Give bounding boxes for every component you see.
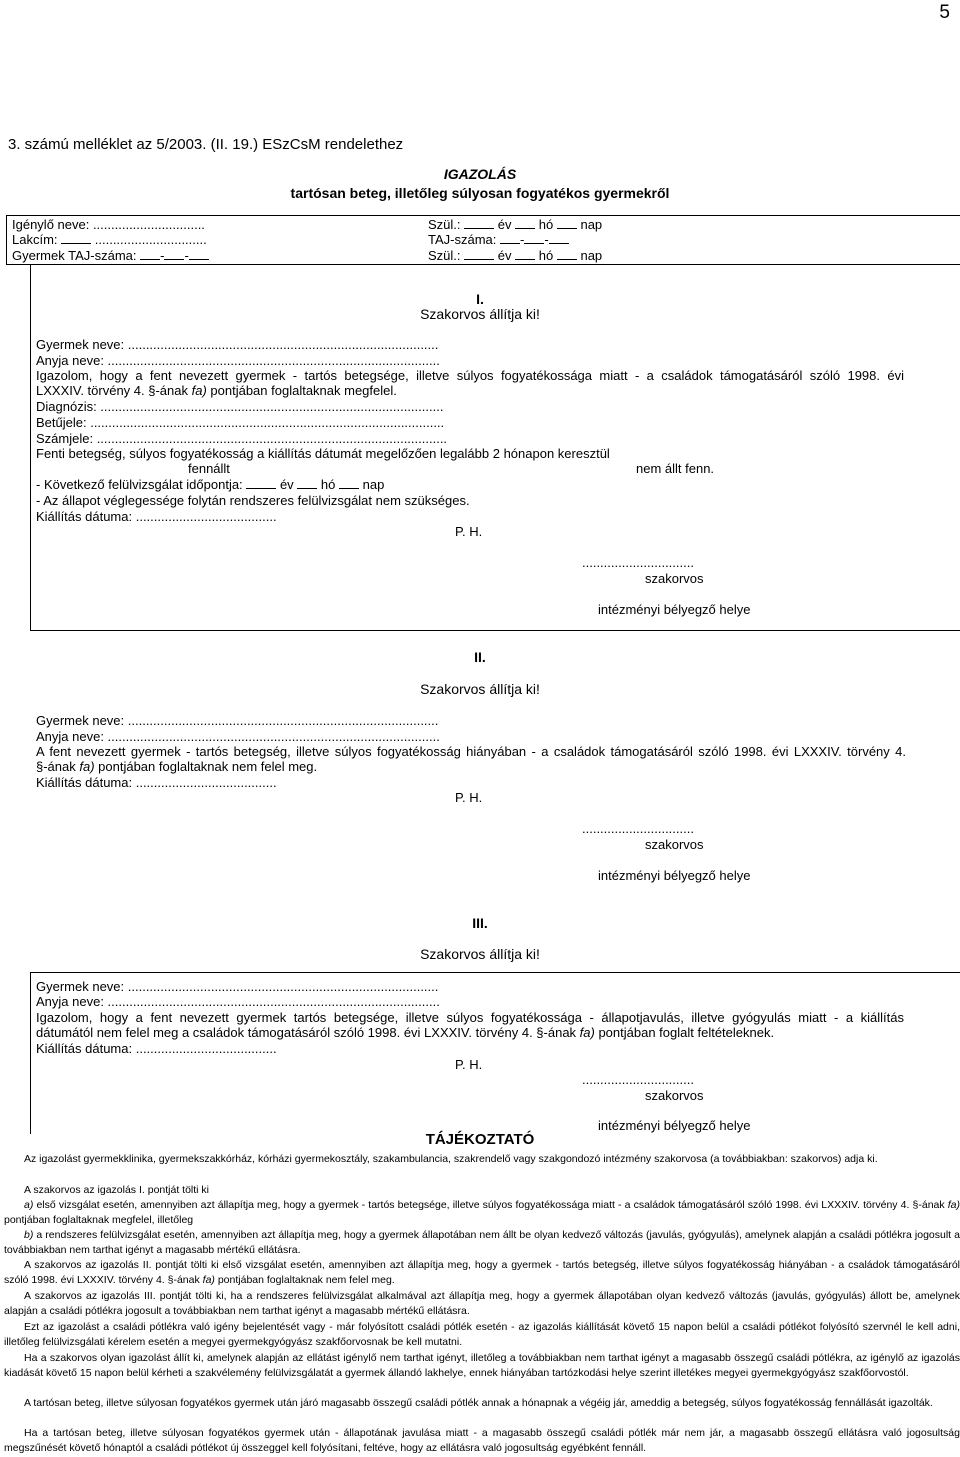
s2-text-line2: §-ának fa) pontjában foglaltaknak nem felel meg. [36, 759, 318, 774]
s3-text-line1: Igazolom, hogy a fent nevezett gyermek tartós betegsége, illetve súlyos fogyatékossága - állapotjavulás, illetve gyógyulás miatt - a kiállítás [36, 1010, 904, 1025]
s1-existed-text: Fenti betegség, súlyos fogyatékosság a kiállítás dátumát megelőzően legalább 2 hónapon keresztül [36, 446, 610, 461]
applicant-birth: Szül.: év hó nap [428, 217, 603, 232]
s1-permanent: - Az állapot véglegessége folytán rendszeres felülvizsgálat nem szükséges. [36, 493, 470, 508]
s1-not-existed-option: nem állt fenn. [636, 461, 715, 476]
s1-existed-option: fennállt [188, 461, 230, 476]
section-3-heading: Szakorvos állítja ki! [420, 946, 540, 962]
s1-certify-line2: LXXXIV. törvény 4. §-ának fa) pontjában foglaltaknak megfelel. [36, 383, 397, 398]
info-paragraph-6: A szakorvos az igazolás III. pontját tölti ki, ha a rendszeres felülvizsgálat alkalmával azt állapítja meg, hogy a gyermek állapotában olyan kedvező változás (javulás, gyógyulás) állott be, amelynek alapján a családi pótlékra jogosult a továbbiakban nem tarthat igényt a magasabb mértékű ellátásra. [4, 1290, 960, 1317]
child-birth: Szül.: év hó nap [428, 248, 603, 263]
s1-certify-line1: Igazolom, hogy a fent nevezett gyermek - tartós betegsége, illetve súlyos fogyatékossága miatt - a családok támogatásáról szóló 1998. évi [36, 368, 904, 383]
applicant-name: Igénylő neve: ............................... [12, 217, 205, 232]
applicant-address [12, 232, 207, 247]
section-2-number: II. [474, 649, 486, 665]
s1-letter-code: Betűjele: .................................................................................................. [36, 415, 445, 430]
info-paragraph-7: Ezt az igazolást a családi pótlékra való igény bejelentését vagy - már folyósított családi pótlék esetén - az igazolás kiállítását követő 15 napon belül a családi pótlékot folyósító szervnél le kell adni, illetőleg felülvizsgálati kérelem esetén a megyei gyermekgyógyász szakfőorvosnak be kell mutatni. [4, 1321, 960, 1348]
info-paragraph-4: b) a rendszeres felülvizsgálat esetén, amennyiben azt állapítja meg, hogy a gyermek állapotában nem állt be olyan kedvező változás (javulás, gyógyulás), amelynek alapján a családi pótlékra jogosult a továbbiakban nem tarthat igényt a magasabb mértékű ellátásra. [4, 1229, 960, 1256]
section-1-number: I. [476, 291, 484, 307]
s1-next-review: - Következő felülvizsgálat időpontja: év hó nap [36, 477, 385, 492]
s3-stamp-place: intézményi bélyegző helye [598, 1118, 751, 1133]
info-paragraph-9: A tartósan beteg, illetve súlyosan fogyatékos gyermek után járó magasabb összegű családi pótlék annak a hónapnak a végéig jár, ameddig a betegség, súlyos fogyatékosság fennállását igazolták. [24, 1397, 933, 1409]
s1-mother-name: Anyja neve: ............................................................................................ [36, 353, 440, 368]
s1-number-code: Számjele: ................................................................................................. [36, 431, 448, 446]
s1-issue-date: Kiállítás dátuma: ....................................... [36, 509, 277, 524]
s3-issue-date: Kiállítás dátuma: ....................................... [36, 1041, 277, 1056]
info-paragraph-8: Ha a szakorvos olyan igazolást állít ki, amelynek alapján az ellátást igénylő nem tarthat igényt, illetőleg a továbbiakban nem tarthat igényt a magasabb összegű családi pótlékra, az igénylő az igazolás kiadását követő 15 napon belül kérheti a szakvélemény felülvizsgálatát a gyermek állandó lakhelye, ennek hiányában tartózkodási helye szerint illetékes megyei gyermekgyógyász szakfőorvostól. [4, 1352, 960, 1379]
page-number: 5 [939, 2, 950, 23]
s3-ph: P. H. [455, 1057, 483, 1072]
s1-specialist: szakorvos [645, 571, 704, 586]
address-blank [61, 233, 91, 244]
s3-signature-dots: ............................... [582, 1072, 694, 1087]
s1-ph: P. H. [455, 524, 483, 539]
child-taj-label: Gyermek TAJ-száma: [12, 248, 137, 263]
s3-mother-name: Anyja neve: ............................................................................................ [36, 994, 440, 1009]
s3-specialist: szakorvos [645, 1088, 704, 1103]
address-label: Lakcím: [12, 232, 58, 247]
s2-specialist: szakorvos [645, 837, 704, 852]
info-paragraph-5: A szakorvos az igazolás II. pontját tölti ki első vizsgálat esetén, amennyiben azt állapítja meg, hogy a gyermek - tartós betegség, illetve súlyos fogyatékosság hiányában - a családok támogatásáról szóló 1998. évi LXXXIV. törvény 4. §-ának fa) pontjában foglaltaknak nem felel meg. [4, 1259, 960, 1286]
s2-issue-date: Kiállítás dátuma: ....................................... [36, 775, 277, 790]
s3-child-name: Gyermek neve: ...................................................................................... [36, 979, 439, 994]
info-paragraph-3: a) első vizsgálat esetén, amennyiben azt állapítja meg, hogy a gyermek - tartós betegsége, illetve súlyos fogyatékossága miatt - a családok támogatásáról szóló 1998. évi LXXXIV. törvény 4. §-ának fa) pontjában foglaltaknak megfelel, illetőleg [4, 1199, 960, 1226]
section-2-heading: Szakorvos állítja ki! [420, 681, 540, 697]
annex-title: 3. számú melléklet az 5/2003. (II. 19.) ESzCsM rendelethez [8, 136, 404, 153]
s3-text-line2: dátumától nem felel meg a családok támogatásáról szóló 1998. évi LXXXIV. törvény 4. §-ának fa) pontjában foglalt feltételeknek. [36, 1025, 775, 1040]
section-3-number: III. [472, 915, 488, 931]
s1-signature-dots: ............................... [582, 555, 694, 570]
s2-stamp-place: intézményi bélyegző helye [598, 868, 751, 883]
info-paragraph-1: Az igazolást gyermekklinika, gyermekszakkórház, kórházi gyermekosztály, szakambulancia, szakrendelő vagy szakgondozó intézmény szakorvosa (a továbbiakban: szakorvos) adja ki. [24, 1153, 878, 1165]
applicant-taj: TAJ-száma: - - [428, 232, 569, 247]
s1-child-name: Gyermek neve: ...................................................................................... [36, 337, 439, 352]
info-paragraph-2: A szakorvos az igazolás I. pontját tölti ki [24, 1184, 210, 1196]
info-title: TÁJÉKOZTATÓ [425, 1131, 535, 1148]
s2-child-name: Gyermek neve: ...................................................................................... [36, 713, 439, 728]
form-title: IGAZOLÁS [443, 166, 517, 182]
s2-mother-name: Anyja neve: ............................................................................................ [36, 729, 440, 744]
section-1-heading: Szakorvos állítja ki! [420, 306, 540, 322]
s2-ph: P. H. [455, 790, 483, 805]
form-subtitle: tartósan beteg, illetőleg súlyosan fogyatékos gyermekről [290, 185, 670, 201]
info-paragraph-10: Ha a tartósan beteg, illetve súlyosan fogyatékos gyermek után - állapotának javulása miatt - a magasabb összegű családi pótlék már nem jár, a magasabb összegű ellátásra való jogosultság megszűnését követő hónaptól a családi pótlékot új összeggel kell folyósítani, feltéve, hogy az ellátásra való jogosultság egyébként fennáll. [4, 1427, 960, 1454]
s1-diagnosis: Diagnózis: ............................................................................................... [36, 399, 444, 414]
child-taj: Gyermek TAJ-száma: - - [12, 248, 209, 263]
address-dots: ............................... [94, 232, 207, 247]
s2-signature-dots: ............................... [582, 821, 694, 836]
s1-stamp-place: intézményi bélyegző helye [598, 602, 751, 617]
s2-text-line1: A fent nevezett gyermek - tartós betegség, illetve súlyos fogyatékosság hiányában - a családok támogatásáról szóló 1998. évi LXXXIV. törvény 4. [36, 744, 906, 759]
